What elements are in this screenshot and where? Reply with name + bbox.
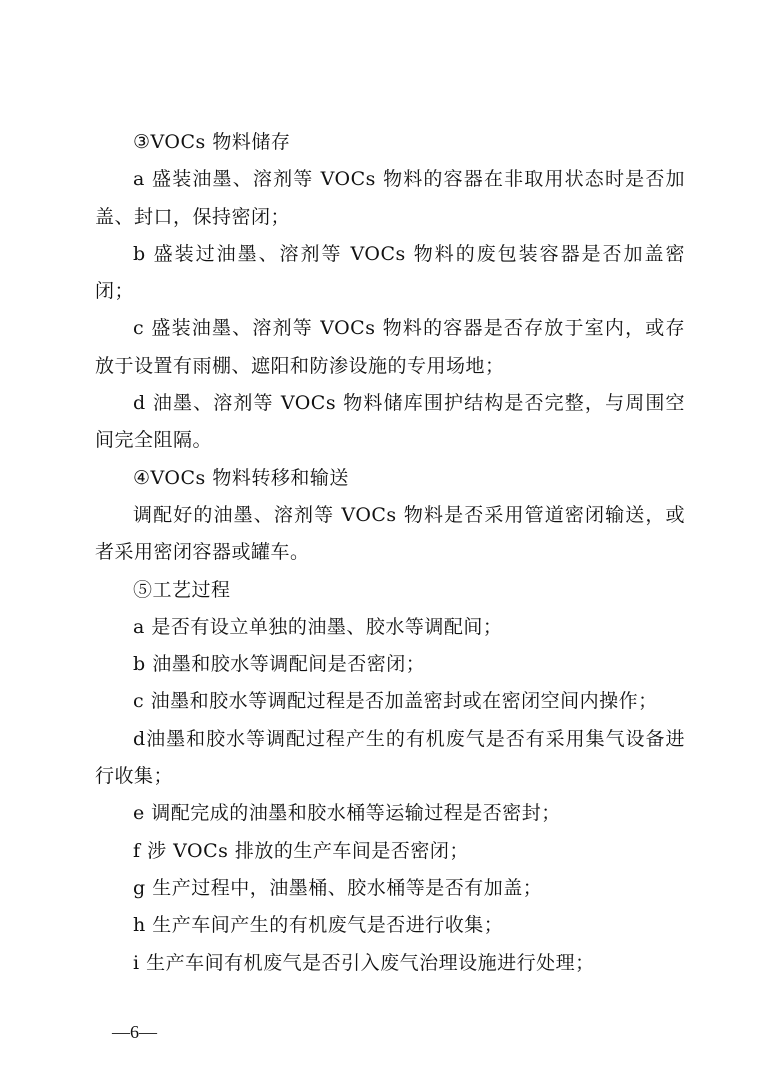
paragraph-item: h 生产车间产生的有机废气是否进行收集； [133, 914, 504, 937]
paragraph-item: d油墨和胶水等调配过程产生的有机废气是否有采用集气设备进行收集； [95, 727, 685, 788]
paragraph-item: e 调配完成的油墨和胶水桶等运输过程是否密封； [133, 802, 561, 825]
paragraph-item: g 生产过程中，油墨桶、胶水桶等是否有加盖； [133, 876, 543, 899]
paragraph-item: a 是否有设立单独的油墨、胶水等调配间； [133, 615, 503, 638]
document-body [95, 124, 685, 982]
paragraph-item: c 油墨和胶水等调配过程是否加盖密封或在密闭空间内操作； [133, 690, 658, 713]
page-number: —6— [112, 1022, 157, 1042]
heading-process: ⑤工艺过程 [133, 578, 231, 601]
paragraph-item: d 油墨、溶剂等 VOCs 物料储库围护结构是否完整，与周围空间完全阻隔。 [95, 392, 685, 452]
heading-vocs-storage: ③VOCs 物料储存 [133, 131, 291, 153]
paragraph-item: 调配好的油墨、溶剂等 VOCs 物料是否采用管道密闭输送，或者采用密闭容器或罐车。 [95, 503, 685, 564]
paragraph-item: b 油墨和胶水等调配间是否密闭； [133, 653, 426, 676]
heading-vocs-transfer: ④VOCs 物料转移和输送 [133, 466, 349, 489]
paragraph-item: f 涉 VOCs 排放的生产车间是否密闭； [133, 839, 469, 862]
paragraph-item: c 盛装油墨、溶剂等 VOCs 物料的容器是否存放于室内，或存放于设置有雨棚、遮阳和防渗设施的专用场地； [95, 317, 685, 377]
paragraph-item: i 生产车间有机废气是否引入废气治理设施进行处理； [133, 951, 595, 974]
paragraph-item: b 盛装过油墨、溶剂等 VOCs 物料的废包装容器是否加盖密闭； [95, 242, 685, 303]
paragraph-item: a 盛装油墨、溶剂等 VOCs 物料的容器在非取用状态时是否加盖、封口，保持密闭； [95, 168, 685, 228]
